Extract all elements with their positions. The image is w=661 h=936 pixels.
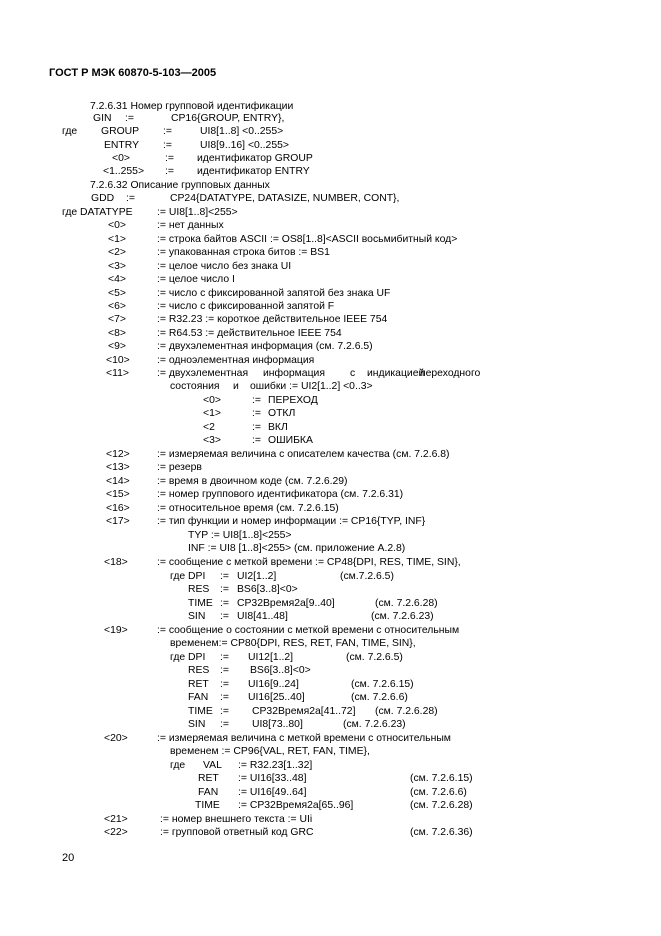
- text-segment: UI2[1..2]: [237, 571, 277, 582]
- text-segment: :=: [220, 719, 229, 730]
- text-segment: :=: [252, 422, 261, 433]
- text-segment: где DPI: [170, 652, 206, 663]
- text-segment: временем:= CP80{DPI, RES, RET, FAN, TIME, SIN},: [170, 638, 416, 649]
- code-description: := тип функции и номер информации := CP16{TYP, INF}: [157, 516, 426, 527]
- text-segment: :=: [252, 435, 261, 446]
- text-segment: <3>: [203, 435, 221, 446]
- code-description: := измеряемая величина с описателем качества (см. 7.2.6.8): [157, 449, 450, 460]
- code-label: <18>: [104, 557, 128, 568]
- text-segment: FAN: [198, 787, 219, 798]
- code-label: <7>: [108, 314, 126, 325]
- code-description: := целое число без знака UI: [157, 261, 292, 272]
- text-segment: SIN: [188, 719, 206, 730]
- text-segment: TIME: [195, 800, 220, 811]
- document-header: ГОСТ Р МЭК 60870-5-103—2005: [49, 67, 217, 79]
- text-segment: :=: [220, 692, 229, 703]
- text-segment: BS6[3..8]<0>: [237, 584, 298, 595]
- text-segment: :=: [125, 113, 134, 124]
- code-label: <22>: [104, 827, 128, 838]
- code-label: <2>: [108, 247, 126, 258]
- text-segment: TIME: [188, 706, 213, 717]
- code-description: := номер группового идентификатора (см. 7.2.6.31): [157, 489, 404, 500]
- text-segment: информация: [263, 368, 325, 379]
- text-segment: где: [170, 760, 186, 771]
- text-segment: GROUP: [101, 126, 140, 137]
- text-segment: где DPI: [170, 571, 206, 582]
- text-segment: :=: [220, 584, 229, 595]
- text-segment: идентификатор ENTRY: [197, 166, 310, 177]
- text-segment: :=: [126, 193, 135, 204]
- text-segment: <0>: [112, 153, 130, 164]
- code-label: <19>: [104, 625, 128, 636]
- text-segment: :=: [220, 652, 229, 663]
- text-segment: GIN: [93, 113, 112, 124]
- text-segment: ОШИБКА: [268, 435, 313, 446]
- code-description: := двухэлементная информация (см. 7.2.6.5): [157, 341, 373, 352]
- text-segment: :=: [220, 679, 229, 690]
- text-segment: (см. 7.2.6.36): [410, 827, 473, 838]
- text-segment: :=: [252, 408, 261, 419]
- section-heading: 7.2.6.32 Описание групповых данных: [90, 180, 270, 191]
- text-segment: VAL: [203, 760, 222, 771]
- text-segment: (см. 7.2.6.28): [410, 800, 473, 811]
- text-segment: (см. 7.2.6.28): [375, 706, 438, 717]
- text-segment: ошибки := UI2[1..2] <0..3>: [250, 381, 373, 392]
- text-segment: UI8[1..8] <0..255>: [200, 126, 284, 137]
- code-label: <0>: [108, 220, 126, 231]
- text-segment: CP32Время2а[41..72]: [252, 706, 356, 717]
- code-description: := R32.23 := короткое действительное IEEE 754: [157, 314, 388, 325]
- text-segment: CP24{DATATYPE, DATASIZE, NUMBER, CONT},: [170, 193, 400, 204]
- section-heading: 7.2.6.31 Номер групповой идентификации: [90, 101, 294, 112]
- text-segment: RES: [188, 665, 210, 676]
- text-segment: (см. 7.2.6.6): [410, 787, 467, 798]
- text-segment: переходного: [420, 368, 481, 379]
- text-segment: UI8[73..80]: [252, 719, 303, 730]
- text-segment: UI16[9..24]: [248, 679, 299, 690]
- text-segment: :=: [163, 140, 172, 151]
- text-segment: (см. 7.2.6.5): [346, 652, 403, 663]
- text-segment: UI12[1..2]: [248, 652, 294, 663]
- code-label: <5>: [108, 288, 126, 299]
- text-segment: ВКЛ: [268, 422, 288, 433]
- code-label: <8>: [108, 328, 126, 339]
- text-segment: и: [233, 381, 239, 392]
- text-segment: индикацией: [367, 368, 425, 379]
- code-description: := упакованная строка битов := BS1: [157, 247, 330, 258]
- text-segment: :=: [252, 395, 261, 406]
- code-description: := относительное время (см. 7.2.6.15): [157, 503, 339, 514]
- text-segment: ПЕРЕХОД: [268, 395, 318, 406]
- code-label: <1>: [108, 234, 126, 245]
- text-segment: ENTRY: [104, 140, 140, 151]
- text-segment: состояния: [170, 381, 220, 392]
- code-description: := резерв: [157, 462, 202, 473]
- text-segment: (см. 7.2.6.6): [351, 692, 408, 703]
- code-description: := групповой ответный код GRC: [160, 827, 314, 838]
- code-description: := строка байтов ASCII := OS8[1..8]<ASCII восьмибитный код>: [157, 234, 458, 245]
- text-segment: :=: [220, 571, 229, 582]
- code-description: := номер внешнего текста := UIi: [160, 814, 313, 825]
- code-description: := сообщение с меткой времени := CP48{DPI, RES, TIME, SIN},: [157, 557, 461, 568]
- code-description: := время в двоичном коде (см. 7.2.6.29): [157, 476, 348, 487]
- text-segment: <2: [203, 422, 215, 433]
- text-segment: :=: [220, 706, 229, 717]
- text-segment: :=: [220, 598, 229, 609]
- code-label: <17>: [106, 516, 130, 527]
- text-segment: TYP := UI8[1..8]<255>: [188, 530, 292, 541]
- code-label: <3>: [108, 261, 126, 272]
- text-segment: SIN: [188, 611, 206, 622]
- code-label: <13>: [106, 462, 130, 473]
- code-description: := R64.53 := действительное IEEE 754: [157, 328, 342, 339]
- text-segment: UI8[41..48]: [237, 611, 288, 622]
- code-label: <16>: [106, 503, 130, 514]
- text-segment: RET: [188, 679, 209, 690]
- text-segment: (см. 7.2.6.28): [375, 598, 438, 609]
- text-segment: ОТКЛ: [268, 408, 296, 419]
- code-description: := число с фиксированной запятой без знака UF: [157, 288, 391, 299]
- code-label: <9>: [108, 341, 126, 352]
- text-segment: :=: [220, 611, 229, 622]
- text-segment: := CP32Время2а[65..96]: [238, 800, 354, 811]
- page-number: 20: [62, 852, 75, 864]
- code-label: <12>: [106, 449, 130, 460]
- code-description: := число с фиксированной запятой F: [157, 301, 335, 312]
- code-label: <21>: [104, 814, 128, 825]
- text-segment: TIME: [188, 598, 213, 609]
- text-segment: <1>: [203, 408, 221, 419]
- text-segment: CP16{GROUP, ENTRY},: [171, 113, 285, 124]
- text-segment: :=: [163, 126, 172, 137]
- text-segment: :=: [220, 665, 229, 676]
- text-segment: (см.7.2.6.5): [340, 571, 394, 582]
- text-segment: с: [350, 368, 356, 379]
- text-segment: UI16[25..40]: [248, 692, 305, 703]
- text-segment: := UI16[33..48]: [238, 773, 307, 784]
- text-segment: (см. 7.2.6.15): [410, 773, 473, 784]
- text-segment: <0>: [203, 395, 221, 406]
- text-segment: UI8[9..16] <0..255>: [200, 140, 289, 151]
- code-label: <4>: [108, 274, 126, 285]
- code-label: <6>: [108, 301, 126, 312]
- text-segment: := UI16[49..64]: [238, 787, 307, 798]
- code-label: <10>: [106, 355, 130, 366]
- text-segment: где DATATYPE: [62, 207, 133, 218]
- text-segment: := R32.23[1..32]: [238, 760, 313, 771]
- code-label: <15>: [106, 489, 130, 500]
- text-segment: где: [62, 126, 78, 137]
- text-segment: (см. 7.2.6.23): [371, 611, 434, 622]
- text-segment: (см. 7.2.6.23): [343, 719, 406, 730]
- text-segment: CP32Время2а[9..40]: [237, 598, 335, 609]
- code-description: := сообщение о состоянии с меткой времени с относительным: [157, 625, 460, 636]
- text-segment: GDD: [91, 193, 115, 204]
- code-label: <20>: [104, 733, 128, 744]
- code-description: := измеряемая величина с меткой времени с относительным: [157, 733, 451, 744]
- text-segment: <1..255>: [103, 166, 145, 177]
- code-description: := целое число I: [157, 274, 235, 285]
- text-segment: идентификатор GROUP: [197, 153, 313, 164]
- text-segment: := UI8[1..8]<255>: [157, 207, 238, 218]
- code-description: := нет данных: [157, 220, 224, 231]
- text-segment: := двухэлементная: [157, 368, 249, 379]
- text-segment: (см. 7.2.6.15): [351, 679, 414, 690]
- code-label: <11>: [106, 368, 129, 379]
- text-segment: :=: [165, 166, 174, 177]
- text-segment: RES: [188, 584, 210, 595]
- text-segment: :=: [165, 153, 174, 164]
- text-segment: FAN: [188, 692, 209, 703]
- text-segment: BS6[3..8]<0>: [250, 665, 311, 676]
- code-description: := одноэлементная информация: [157, 355, 315, 366]
- text-segment: INF := UI8 [1..8]<255> (см. приложение А.2.8): [188, 543, 406, 554]
- text-segment: временем := CP96{VAL, RET, FAN, TIME},: [170, 746, 370, 757]
- code-label: <14>: [106, 476, 130, 487]
- text-segment: RET: [198, 773, 219, 784]
